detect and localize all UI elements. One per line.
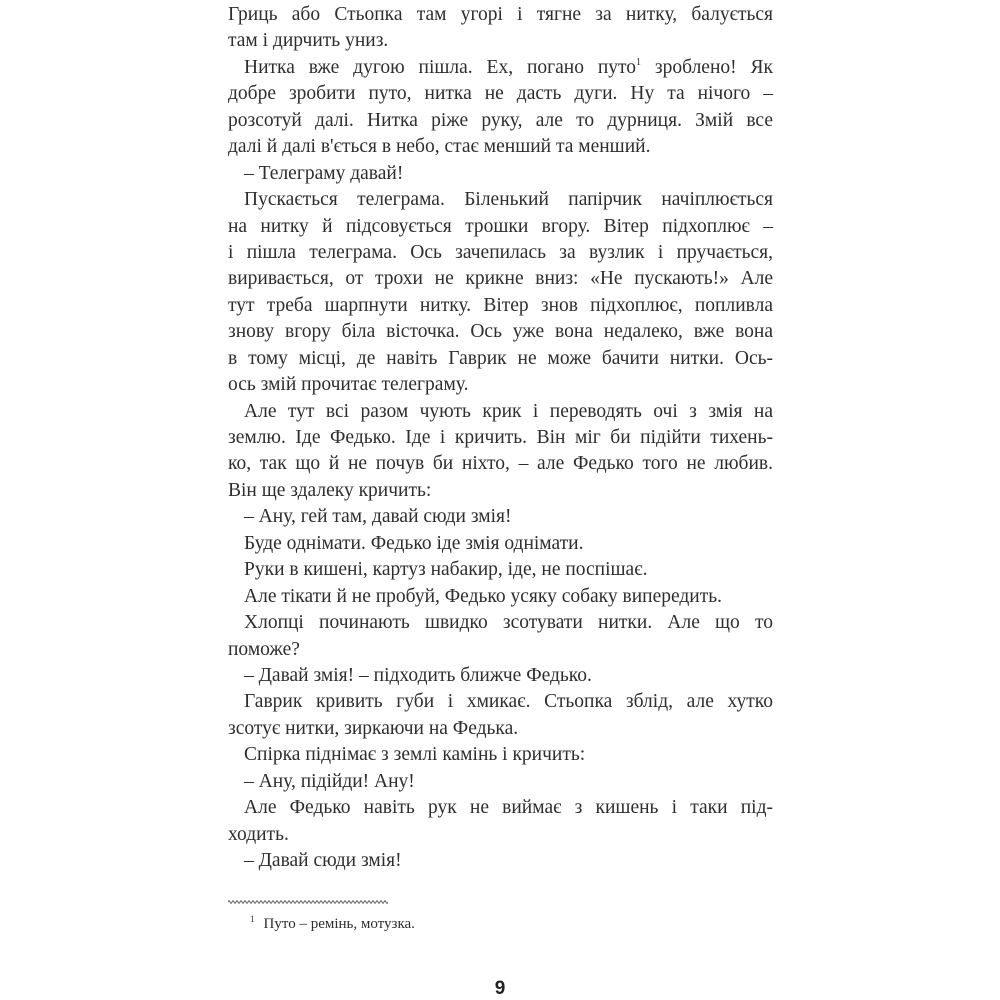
text-line bbox=[228, 689, 773, 715]
line-text: Спірка піднімає з землі камінь і кричить: bbox=[244, 744, 586, 766]
line-text: Але тікати й не пробуй, Федько усяку собаку випередить. bbox=[244, 585, 723, 607]
text-line bbox=[228, 28, 773, 54]
line-text: знову вгору біла вісточка. Ось уже вона недалеко, вже вона bbox=[228, 321, 773, 343]
text-line bbox=[228, 742, 773, 768]
line-text: Руки в кишені, картуз набакир, іде, не поспішає. bbox=[244, 559, 648, 581]
text-line bbox=[228, 504, 773, 530]
text-line bbox=[228, 769, 773, 795]
line-text: там і дирчить униз. bbox=[228, 30, 389, 52]
line-text: тут треба шарпнути нитку. Вітер знов підхоплює, попливла bbox=[228, 294, 773, 316]
text-line bbox=[228, 848, 773, 874]
line-text: на нитку й підсовується трошки вгору. Вітер підхоплює – bbox=[228, 215, 773, 237]
text-line bbox=[228, 55, 773, 81]
line-text: ось змій прочитає телеграму. bbox=[228, 374, 469, 396]
line-text: – Ану, підійди! Ану! bbox=[244, 770, 415, 792]
text-line bbox=[228, 637, 773, 663]
text-line bbox=[228, 372, 773, 398]
footnote-mark: 1 bbox=[250, 914, 255, 924]
line-text: добре зробити путо, нитка не дасть дуги. Ну та нічого – bbox=[228, 83, 773, 105]
line-text: Гаврик кривить губи і хмикає. Стьопка зблід, але хутко bbox=[244, 691, 773, 713]
line-text: – Давай змія! – підходить ближче Федько. bbox=[244, 664, 592, 686]
page-number: 9 bbox=[494, 978, 506, 999]
text-line bbox=[228, 425, 773, 451]
text-line bbox=[228, 161, 773, 187]
text-line bbox=[228, 108, 773, 134]
line-text: Але Федько навіть рук не виймає з кишень і таки під- bbox=[244, 797, 773, 819]
line-text: зсотує нитки, зиркаючи на Федька. bbox=[228, 717, 519, 739]
text-line bbox=[228, 478, 773, 504]
line-text: виривається, от трохи не крикне вниз: «Не пускають!» Але bbox=[228, 268, 773, 290]
text-line bbox=[228, 610, 773, 636]
line-text: Пускається телеграма. Біленький папірчик начіплюється bbox=[244, 189, 773, 211]
text-line bbox=[228, 399, 773, 425]
text-line bbox=[228, 293, 773, 319]
line-text: Нитка вже дугою пішла. Ех, погано путо bbox=[244, 56, 637, 78]
line-text: зроблено! Як bbox=[641, 56, 773, 78]
line-text: землю. Іде Федько. Іде і кричить. Він міг би підійти тихень- bbox=[228, 427, 773, 448]
text-line bbox=[228, 2, 773, 28]
text-line bbox=[228, 319, 773, 345]
text-line bbox=[228, 584, 773, 610]
text-line bbox=[228, 266, 773, 292]
text-line bbox=[228, 451, 773, 477]
line-text: ходить. bbox=[228, 823, 289, 845]
line-text: Але тут всі разом чують крик і переводять очі з змія на bbox=[244, 400, 773, 422]
text-line bbox=[228, 81, 773, 107]
line-text: – Телеграму давай! bbox=[244, 162, 404, 184]
line-text: в тому місці, де навіть Гаврик не може бачити нитки. Ось- bbox=[228, 347, 773, 369]
body-text bbox=[228, 2, 773, 874]
line-text: – Ану, гей там, давай сюди змія! bbox=[244, 506, 512, 528]
line-text: ко, так що й не почув би ніхто, – але Федько того не любив. bbox=[228, 453, 773, 475]
footnote-reference: 1 bbox=[636, 56, 642, 68]
line-text: поможе? bbox=[228, 638, 300, 660]
line-text: Він ще здалеку кричить: bbox=[228, 479, 432, 501]
line-text: розсотуй далі. Нитка ріже руку, але то дурниця. Змій все bbox=[228, 109, 773, 131]
line-text: і пішла телеграма. Ось зачепилась за вузлик і пручається, bbox=[228, 241, 773, 263]
line-text: Гриць або Стьопка там угорі і тягне за нитку, балується bbox=[228, 4, 773, 25]
footnote-text: Путо – ремінь, мотузка. bbox=[263, 916, 415, 932]
text-line bbox=[228, 663, 773, 689]
text-line bbox=[228, 240, 773, 266]
text-line bbox=[228, 187, 773, 213]
text-line bbox=[228, 795, 773, 821]
footnote bbox=[250, 914, 415, 933]
line-text: – Давай сюди змія! bbox=[244, 850, 402, 871]
text-line bbox=[228, 346, 773, 372]
text-line bbox=[228, 716, 773, 742]
line-text: далі й далі в'ється в небо, стає менший та менший. bbox=[228, 136, 651, 158]
text-line bbox=[228, 531, 773, 557]
footnote-separator bbox=[228, 898, 388, 906]
text-line bbox=[228, 557, 773, 583]
text-line bbox=[228, 134, 773, 160]
line-text: Буде однімати. Федько іде змія однімати. bbox=[244, 532, 584, 554]
text-line bbox=[228, 214, 773, 240]
text-line bbox=[228, 822, 773, 848]
line-text: Хлопці починають швидко зсотувати нитки. Але що то bbox=[244, 612, 773, 634]
